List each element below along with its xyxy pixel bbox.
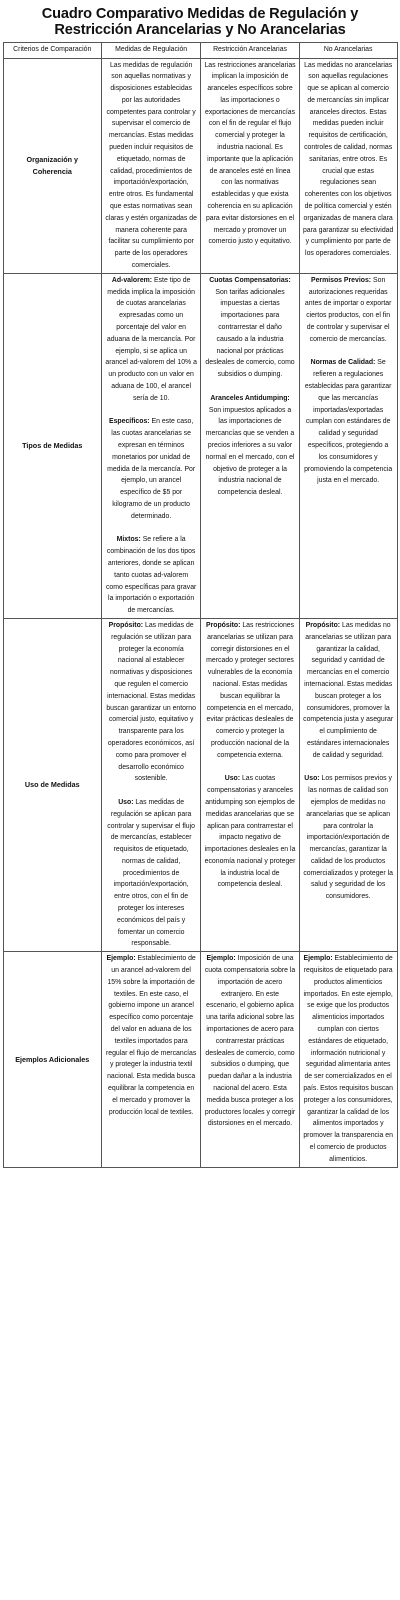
cell-uso-restriccion [201,618,300,951]
paragraph-calidad [303,357,394,487]
paragraph-ejemplo [204,953,296,1130]
text-proposito: Las medidas no arancelarias se utilizan para garantizar la calidad, seguridad y cantidad de mercancías en el comercio internacional. Estas medidas buscan proteger a los consumidores, promover la competencia justa y asegurar el cumplimiento de estándares internacionales de calidad y seguridad. [303,621,394,759]
cell-ejemplos-no-arancelarias [299,952,397,1167]
label-ejemplo: Ejemplo: [106,955,136,963]
text-cuotas: Son tarifas adicionales impuestas a ciertas importaciones para contrarrestar el daño causado a la industria nacional por prácticas desleales de comercio, como subsidios o dumping. [205,288,295,379]
table-row-organizacion [3,58,397,273]
paragraph-advalorem [105,275,197,405]
label-proposito: Propósito: [205,621,241,629]
header-row [3,43,397,59]
paragraph-uso [204,773,296,891]
paragraph-ejemplo [105,953,197,1118]
row-label-ejemplos: Ejemplos Adicionales [3,952,102,1167]
cell-tipos-regulacion [102,273,201,618]
cell-uso-regulacion [102,618,201,951]
paragraph-especificos [105,416,197,522]
label-mixtos: Mixtos: [116,536,141,544]
paragraph-antidumping [204,393,296,499]
text-uso: Las cuotas compensatorias y aranceles antidumping son ejemplos de medidas arancelarias que se aplican para contrarrestar el impacto negativo de importaciones desleales en la economía nacional y proteger la industria local de competencia desleal. [204,775,296,889]
label-antidumping: Aranceles Antidumping: [210,394,290,402]
paragraph-cuotas [204,275,296,381]
table-row-tipos [3,273,397,618]
text-ejemplo: Imposición de una cuota compensatoria sobre la importación de acero extranjero. En este escenario, el gobierno aplica una tarifa adicional sobre las importaciones de acero para contrarrestar prácticas desleales de comercio, como subsidios o dumping, que puedan dañar a la industria nacional del acero. Esta medida busca proteger a los productores locales y corregir distorsiones en el mercado. [204,955,296,1128]
label-cuotas: Cuotas Compensatorias: [209,276,291,284]
label-advalorem: Ad-valorem: [111,276,153,284]
text-advalorem: Este tipo de medida implica la imposición de cuotas arancelarias expresadas como un porcentaje del valor en aduana de la mercancía. Por ejemplo, si se aplica un arancel ad-valorem del 10% a un producto con un valor en aduana de 100, el arancel sería de 10. [105,276,197,402]
table-row-ejemplos [3,952,397,1167]
table-header [3,43,397,59]
cell-organizacion-regulacion: Las medidas de regulación son aquellas normativas y disposiciones establecidas por las autoridades competentes para controlar y supervisar el comercio de mercancías. Estas medidas pueden incluir requisitos de etiquetado, normas de calidad, procedimientos de importación/exportación, entre otros. Es fundamental que estas normativas sean claras y estén organizadas de manera coherente para facilitar su cumplimiento por parte de los operadores comerciales. [102,58,201,273]
cell-tipos-restriccion [201,273,300,618]
row-label-uso: Uso de Medidas [3,618,102,951]
table-row-uso [3,618,397,951]
paragraph-mixtos [105,534,197,617]
text-ejemplo: Establecimiento de un arancel ad-valorem del 15% sobre la importación de textiles. En este caso, el gobierno impone un arancel específico como porcentaje del valor en aduana de los textiles importados para regular el flujo de mercancías y proteger la industria textil nacional. Esta medida busca equilibrar la competencia en el mercado y promover la producción local de textiles. [105,955,197,1116]
paragraph-proposito [105,620,197,785]
label-uso: Uso: [304,775,320,783]
cell-uso-no-arancelarias [299,618,397,951]
row-label-tipos: Tipos de Medidas [3,273,102,618]
cell-ejemplos-regulacion [102,952,201,1167]
cell-organizacion-no-arancelarias: Las medidas no arancelarias son aquellas regulaciones que se aplican al comercio de mercancías sin implicar aranceles directos. Estas medidas pueden incluir requisitos de certificación, controles de calidad, normas sanitarias, entre otros. Es crucial que estas regulaciones sean coherentes con los objetivos de política comercial y estén organizadas de manera clara para garantizar su efectividad y cumplimiento por parte de los operadores comerciales. [299,58,397,273]
cell-tipos-no-arancelarias [299,273,397,618]
paragraph-proposito [204,620,296,762]
header-regulacion: Medidas de Regulación [102,43,201,59]
text-uso: Las medidas de regulación se aplican para controlar y supervisar el flujo de mercancías, establecer requisitos de etiquetado, normas de calidad, procedimientos de importación/exportación, entre otros, con el fin de proteger los intereses económicos del país y fomentar un comercio responsable. [107,798,195,948]
paragraph-uso [105,797,197,950]
label-proposito: Propósito: [305,621,341,629]
paragraph-proposito [303,620,394,762]
text-ejemplo: Establecimiento de requisitos de etiquetado para productos alimenticios importados. En este ejemplo, se exige que los productos alimenticios importados cumplan con ciertos estándares de etiquetado, información nutricional y seguridad alimentaria antes de ser comercializados en el país. Estos requisitos buscan proteger a los consumidores, garantizar la calidad de los alimentos importados y promover la transparencia en el comercio de productos alimenticios. [303,955,393,1163]
paragraph-permisos [303,275,394,346]
text-antidumping: Son impuestos aplicados a las importaciones de mercancías que se venden a precios inferiores a su valor normal en el mercado, con el objetivo de proteger a la industria nacional de competencia desleal. [205,406,295,497]
text-proposito: Las medidas de regulación se utilizan para proteger la economía nacional al establecer normativas y disposiciones que regulen el comercio internacional. Estas medidas buscan garantizar un entorno comercial justo, equitativo y transparente para los operadores económicos, así como para promover el desarrollo económico sostenible. [106,621,196,783]
label-uso: Uso: [224,775,241,783]
label-calidad: Normas de Calidad: [310,359,376,367]
comparison-table [3,42,398,1168]
label-ejemplo: Ejemplo: [206,955,236,963]
text-especificos: En este caso, las cuotas arancelarias se expresan en términos monetarios por unidad de medida de la mercancía. Por ejemplo, un arancel específico de $5 por kilogramo de un producto determinado. [107,418,196,520]
paragraph-uso [303,773,394,903]
label-ejemplo: Ejemplo: [303,955,333,963]
cell-organizacion-restriccion: Las restricciones arancelarias implican la imposición de aranceles específicos sobre las importaciones o exportaciones de mercancías con el fin de regular el flujo comercial y proteger la industria nacional. Es importante que la aplicación de aranceles esté en línea con las normativas establecidas y que exista coherencia en su aplicación para evitar distorsiones en el mercado y promover un comercio justo y equitativo. [201,58,300,273]
header-criterios: Criterios de Comparación [3,43,102,59]
row-label-organizacion: Organización y Coherencia [3,58,102,273]
label-proposito: Propósito: [108,621,144,629]
label-especificos: Específicos: [109,418,150,426]
text-mixtos: Se refiere a la combinación de los dos tipos anteriores, donde se aplican tanto cuotas ad-valorem como específicas para gravar la importación o exportación de mercancías. [105,536,197,615]
text-uso: Los permisos previos y las normas de calidad son ejemplos de medidas no arancelarias que se aplican para controlar la importación/exportación de mercancías, garantizar la calidad de los productos comercializados y proteger la salud y seguridad de los consumidores. [303,775,393,901]
header-restriccion: Restricción Arancelarias [201,43,300,59]
text-proposito: Las restricciones arancelarias se utilizan para corregir distorsiones en el mercado y proteger sectores vulnerables de la economía nacional. Estas medidas buscan equilibrar la competencia en el mercado, evitar prácticas desleales de comercio y proteger la producción nacional de la competencia externa. [206,621,295,759]
cell-ejemplos-restriccion [201,952,300,1167]
label-uso: Uso: [118,798,134,806]
paragraph-ejemplo [303,953,394,1165]
text-permisos: Son autorizaciones requeridas antes de importar o exportar ciertos productos, con el fin de controlar y supervisar el comercio de mercancías. [304,276,392,343]
label-permisos: Permisos Previos: [310,276,372,284]
text-calidad: Se refieren a regulaciones establecidas para garantizar que las mercancías importadas/exportadas cumplan con estándares de calidad y seguridad específicos, protegiendo a los consumidores y promoviendo la competencia justa en el mercado. [304,359,393,485]
header-no-arancelarias: No Arancelarias [299,43,397,59]
table-body [3,58,397,1167]
document-title: Cuadro Comparativo Medidas de Regulación y Restricción Arancelarias y No Arancelarias [41,6,359,38]
